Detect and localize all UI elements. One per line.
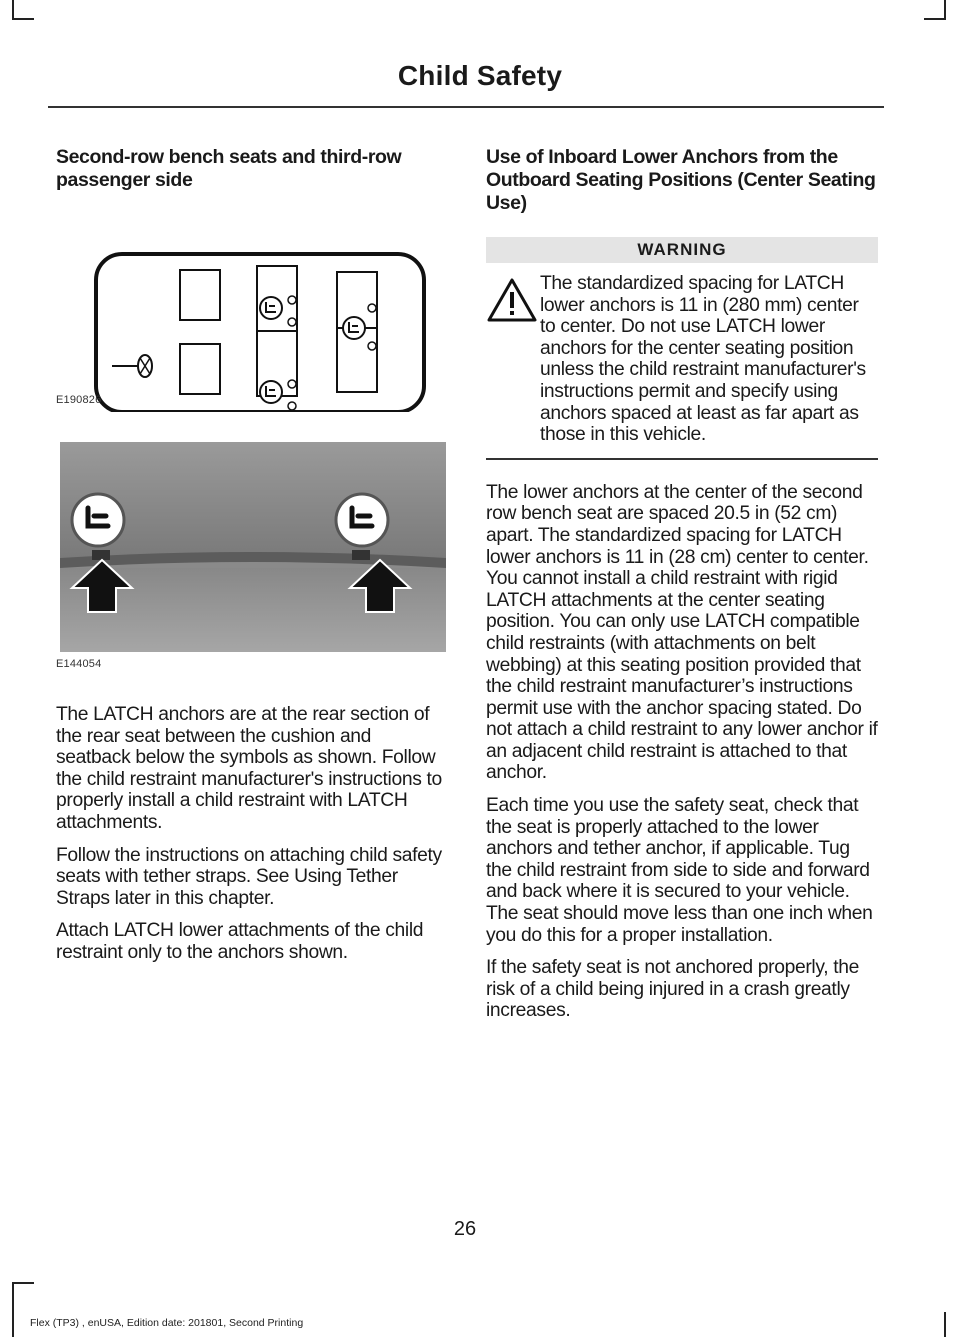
left-column (56, 146, 448, 975)
paragraph: Each time you use the safety seat, check that the seat is properly attached to the lower anchors and tether anchor, if applicable. Tug the child restraint from side to side and forward and back where it is secured to your vehicle. The seat should move less than one inch when you do this for a proper installation. (486, 795, 873, 946)
warning-block (486, 273, 878, 446)
paragraph: The lower anchors at the center of the second row bench seat are spaced 20.5 in (52 cm) apart. The standardized spacing for LATCH lower anchors is 11 in (28 cm) center to center. You cannot install a child restraint with rigid LATCH attachments at the center seating position. You can only use LATCH compatible child restraints (with attachments on belt webbing) at this seating position provided that the child restraint manufacturer’s instructions permit use with the anchor spacing stated. Do not attach a child restraint to any lower anchor if an adjacent child restraint is attached to that anchor. (486, 481, 878, 784)
crop-mark-top-left-h (12, 18, 34, 20)
chapter-title: Child Safety (397, 60, 563, 91)
crop-mark-bottom-left-h (12, 1282, 34, 1284)
warning-text: The standardized spacing for LATCH lower anchors is 11 in (280 mm) center to center. Do not use LATCH lower anchors for the center seating position unless the child restraint manufacturer's instructions permit and specify using anchors spaced at least as far apart as those in this vehicle. (540, 273, 866, 446)
crop-mark-bottom-right-v (944, 1312, 946, 1337)
latch-symbol-icon (336, 494, 388, 546)
figure-code: E190826 (56, 394, 102, 406)
paragraph: If the safety seat is not anchored properly, the risk of a child being injured in a crash greatly increases. (486, 957, 859, 1022)
page-number: 26 (453, 1218, 477, 1240)
child-seat-icon (260, 381, 282, 403)
right-subheading: Use of Inboard Lower Anchors from the Outboard Seating Positions (Center Seating Use) (486, 146, 876, 214)
crop-mark-top-right-v (944, 0, 946, 20)
warning-rule (486, 458, 878, 460)
paragraph: Follow the instructions on attaching child safety seats with tether straps. See Using Tether Straps later in this chapter. (56, 844, 442, 909)
left-subheading: Second-row bench seats and third-row passenger side (56, 146, 402, 191)
seat-layout-diagram (56, 212, 448, 412)
right-column (486, 146, 878, 1033)
crop-mark-top-right-h (924, 18, 946, 20)
front-seat-driver (180, 344, 220, 394)
anchor-photo-figure (56, 442, 448, 704)
paragraph: The LATCH anchors are at the rear section of the rear seat between the cushion and seatback below the symbols as shown. Follow the child restraint manufacturer's instructions to properly install a child restraint with LATCH attachments. (56, 704, 442, 833)
seat-diagram-figure (56, 212, 448, 422)
header-rule (48, 106, 884, 108)
edition-footer: Flex (TP3) , enUSA, Edition date: 201801, Second Printing (30, 1317, 304, 1329)
paragraph: Attach LATCH lower attachments of the child restraint only to the anchors shown. (56, 920, 424, 963)
crop-mark-top-left-v (12, 0, 14, 20)
child-seat-icon (260, 297, 282, 319)
warning-triangle-icon (486, 277, 538, 323)
latch-symbol-icon (72, 494, 124, 546)
warning-label: WARNING (486, 237, 878, 263)
crop-mark-bottom-left-v (12, 1282, 14, 1337)
latch-anchor-photo (56, 442, 448, 652)
figure-code: E144054 (56, 658, 102, 670)
child-seat-icon (343, 317, 365, 339)
front-seat-passenger (180, 270, 220, 320)
